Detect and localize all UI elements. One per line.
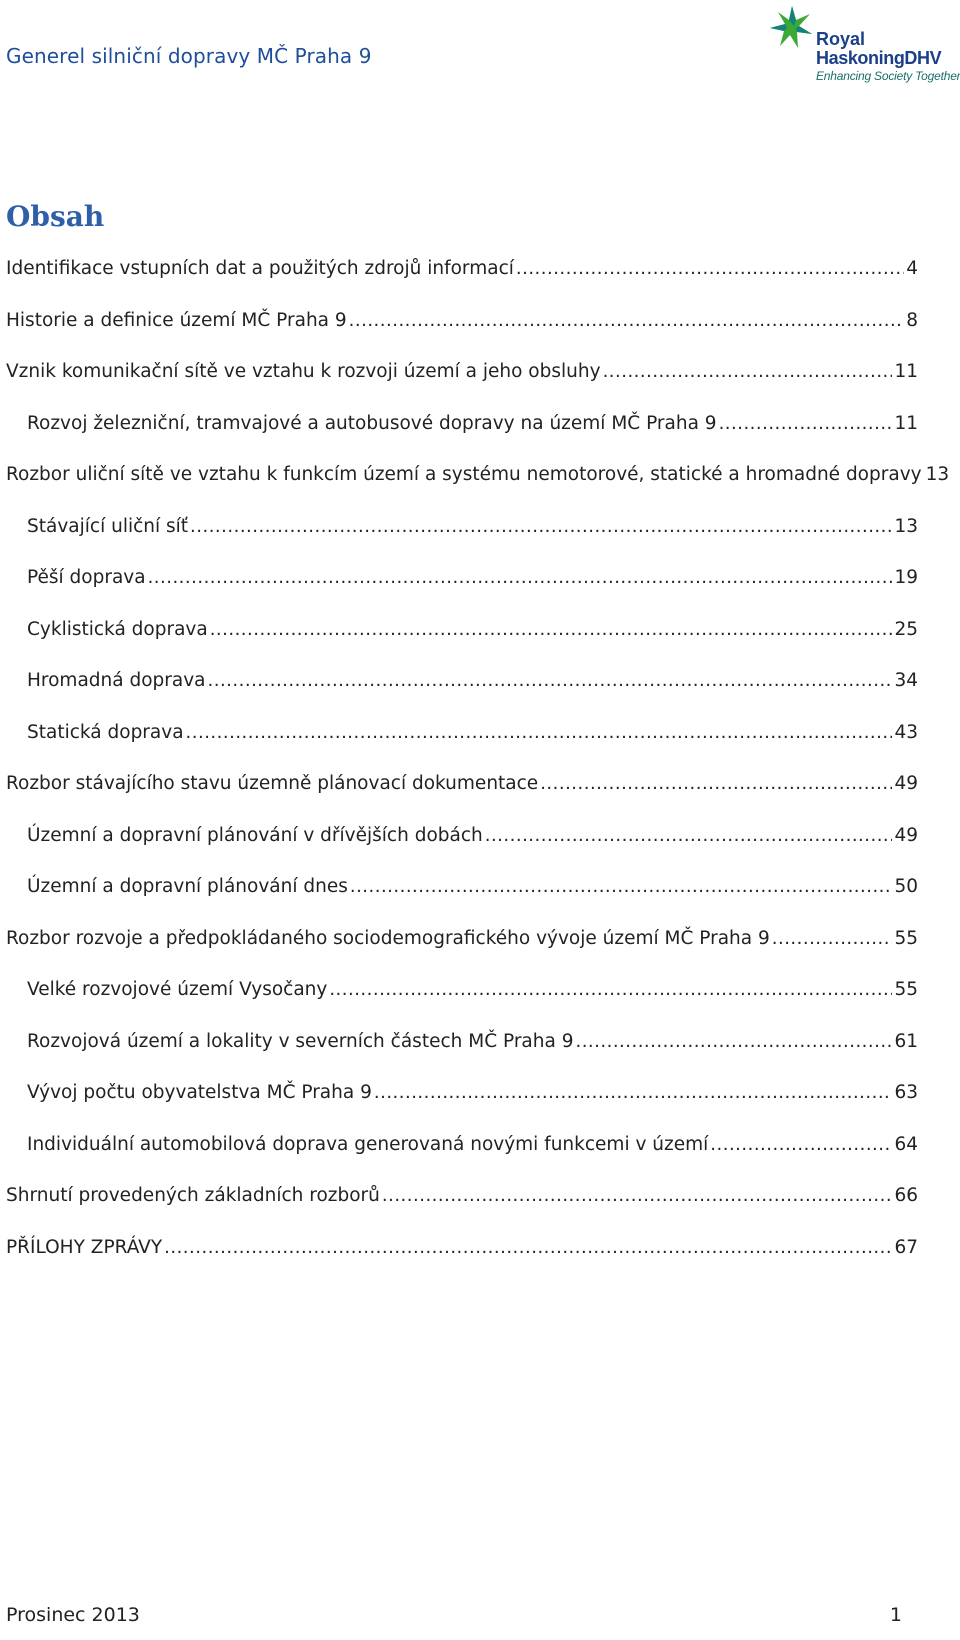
toc-entry[interactable] [6, 464, 950, 494]
toc-entry[interactable] [6, 773, 918, 803]
toc-entry-title: PŘÍLOHY ZPRÁVY [6, 1237, 163, 1258]
toc-entry-title: Rozbor uliční sítě ve vztahu k funkcím území a systému nemotorové, statické a hromadné dopravy [6, 464, 922, 485]
toc-entry-page: 13 [925, 464, 950, 485]
toc-entry-title: Shrnutí provedených základních rozborů [6, 1185, 380, 1206]
toc-entry-page: 61 [894, 1031, 918, 1052]
toc-entry[interactable] [27, 567, 918, 597]
toc-entry-title: Cyklistická doprava [27, 619, 208, 640]
toc-entry-title: Územní a dopravní plánování v dřívějších dobách [27, 825, 483, 846]
toc-entry-page: 25 [894, 619, 918, 640]
toc-entry-title: Hromadná doprava [27, 670, 206, 691]
toc-entry-page: 13 [894, 516, 918, 537]
toc-leader-dots [350, 876, 893, 897]
toc-entry-page: 66 [894, 1185, 918, 1206]
toc-entry[interactable] [6, 361, 918, 391]
toc-entry[interactable] [6, 1185, 918, 1215]
toc-entry-page: 11 [894, 413, 918, 434]
toc-entry[interactable] [27, 825, 918, 855]
toc-leader-dots [485, 825, 893, 846]
logo-tagline: Enhancing Society Together [816, 69, 960, 83]
toc-leader-dots [382, 1185, 893, 1206]
toc-entry-title: Územní a dopravní plánování dnes [27, 876, 348, 897]
toc-entry[interactable] [6, 258, 918, 288]
toc-entry-page: 50 [894, 876, 918, 897]
toc-entry-title: Stávající uliční síť [27, 516, 189, 537]
toc-leader-dots [329, 979, 892, 1000]
toc-entry[interactable] [6, 310, 918, 340]
toc-entry-page: 11 [894, 361, 918, 382]
toc-entry-title: Rozbor stávajícího stavu územně plánovací dokumentace [6, 773, 539, 794]
toc-entry[interactable] [27, 413, 918, 443]
toc-entry-page: 64 [894, 1134, 918, 1155]
toc-entry-page: 49 [894, 825, 918, 846]
toc-entry-page: 67 [894, 1237, 918, 1258]
toc-entry-page: 49 [894, 773, 918, 794]
toc-leader-dots [540, 773, 892, 794]
toc-entry-page: 34 [894, 670, 918, 691]
toc-entry-title: Velké rozvojové území Vysočany [27, 979, 328, 1000]
toc-entry-page: 43 [894, 722, 918, 743]
toc-entry[interactable] [27, 516, 918, 546]
toc-entry[interactable] [6, 928, 918, 958]
toc-entry[interactable] [27, 670, 918, 700]
toc-leader-dots [190, 516, 892, 537]
toc-leader-dots [516, 258, 904, 279]
toc-heading: Obsah [6, 200, 105, 233]
toc-entry-page: 4 [906, 258, 918, 279]
toc-entry-page: 55 [894, 928, 918, 949]
toc-entry-title: Vývoj počtu obyvatelstva MČ Praha 9 [27, 1082, 372, 1103]
toc-entry-page: 8 [906, 310, 918, 331]
toc-leader-dots [710, 1134, 892, 1155]
star-logo-icon [768, 2, 818, 62]
toc-entry-title: Rozvoj železniční, tramvajové a autobusové dopravy na území MČ Praha 9 [27, 413, 717, 434]
toc-entry[interactable] [6, 1237, 918, 1267]
toc-entry-title: Historie a definice území MČ Praha 9 [6, 310, 347, 331]
document-header-title: Generel silniční dopravy MČ Praha 9 [6, 44, 372, 68]
toc-entry-page: 63 [894, 1082, 918, 1103]
footer-page-number: 1 [889, 1604, 902, 1626]
toc-leader-dots [349, 310, 905, 331]
toc-entry[interactable] [27, 1082, 918, 1112]
toc-entry-title: Vznik komunikační sítě ve vztahu k rozvoji území a jeho obsluhy [6, 361, 601, 382]
toc-entry[interactable] [27, 979, 918, 1009]
toc-entry[interactable] [27, 1031, 918, 1061]
toc-entry-page: 55 [894, 979, 918, 1000]
toc-leader-dots [603, 361, 893, 382]
toc-entry[interactable] [27, 722, 918, 752]
toc-leader-dots [186, 722, 893, 743]
toc-leader-dots [575, 1031, 892, 1052]
toc-leader-dots [208, 670, 893, 691]
toc-entry-title: Identifikace vstupních dat a použitých zdrojů informací [6, 258, 514, 279]
toc-leader-dots [164, 1237, 892, 1258]
toc-entry-title: Statická doprava [27, 722, 184, 743]
toc-entry[interactable] [27, 876, 918, 906]
toc-entry-page: 19 [894, 567, 918, 588]
logo-text-line1: Royal [816, 29, 866, 49]
toc-leader-dots [719, 413, 893, 434]
logo-text-line2: HaskoningDHV [816, 48, 942, 68]
toc-entry-title: Rozbor rozvoje a předpokládaného sociodemografického vývoje území MČ Praha 9 [6, 928, 770, 949]
toc-entry-title: Individuální automobilová doprava generovaná novými funkcemi v území [27, 1134, 709, 1155]
toc-entry-title: Pěší doprava [27, 567, 146, 588]
toc-leader-dots [772, 928, 893, 949]
toc-leader-dots [148, 567, 893, 588]
toc-entry-title: Rozvojová území a lokality v severních částech MČ Praha 9 [27, 1031, 574, 1052]
toc-entry[interactable] [27, 619, 918, 649]
toc-leader-dots [210, 619, 893, 640]
toc-entry[interactable] [27, 1134, 918, 1164]
company-logo [768, 2, 958, 88]
footer-date: Prosinec 2013 [6, 1604, 140, 1626]
toc-leader-dots [374, 1082, 893, 1103]
